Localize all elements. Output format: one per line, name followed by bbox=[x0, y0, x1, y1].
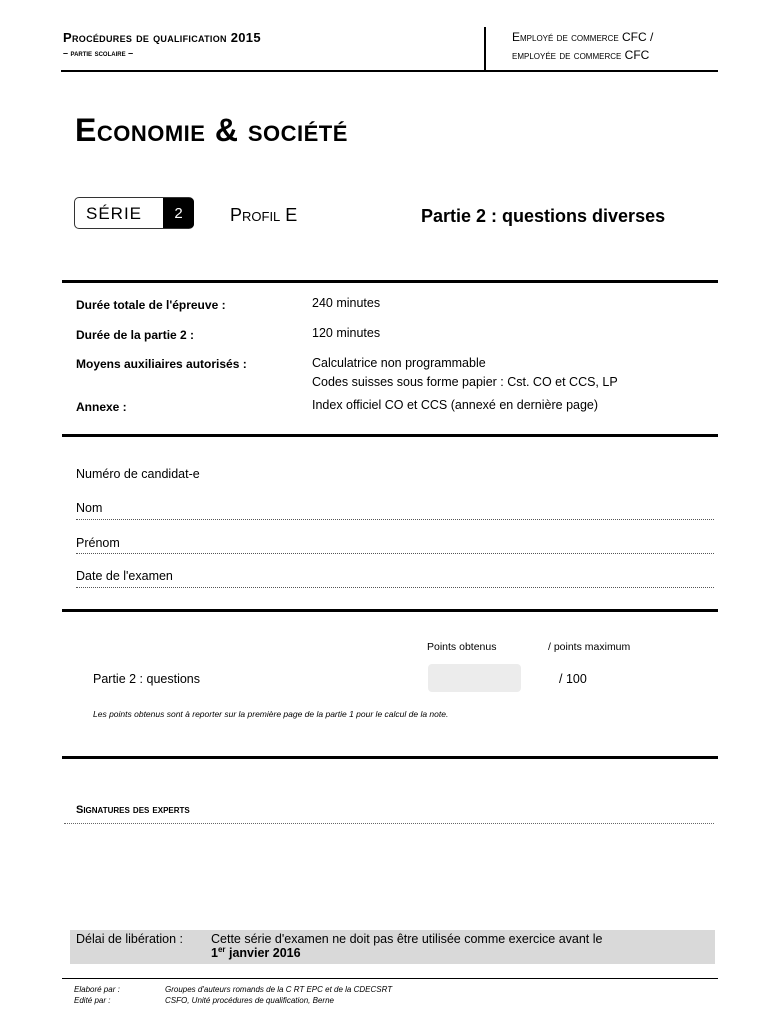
header-divider bbox=[484, 27, 486, 72]
header-rule bbox=[61, 70, 718, 72]
info-label-duration-part2: Durée de la partie 2 : bbox=[76, 328, 195, 342]
info-label-annexe: Annexe : bbox=[76, 400, 127, 414]
points-obtained-input[interactable] bbox=[428, 664, 521, 692]
section-rule bbox=[62, 609, 718, 612]
delai-text: Cette série d'examen ne doit pas être utilisée comme exercice avant le bbox=[211, 932, 603, 946]
field-date: Date de l'examen bbox=[76, 569, 173, 583]
date-input-line[interactable] bbox=[76, 587, 714, 588]
delai-date-sup: er bbox=[217, 945, 226, 954]
info-value-aids: Calculatrice non programmable bbox=[312, 356, 486, 370]
footer-value-elabore: Groupes d'auteurs romands de la C RT EPC et de la CDECSRT bbox=[165, 985, 393, 994]
header-left bbox=[63, 30, 261, 58]
info-value-annexe: Index officiel CO et CCS (annexé en dernière page) bbox=[312, 398, 599, 412]
info-value-duration-part2: 120 minutes bbox=[312, 326, 381, 340]
delai-label: Délai de libération : bbox=[76, 932, 184, 946]
info-label-duration-total: Durée totale de l'épreuve : bbox=[76, 298, 226, 312]
points-max-value: / 100 bbox=[559, 672, 587, 686]
serie-label: SÉRIE bbox=[86, 204, 143, 223]
section-rule bbox=[62, 434, 718, 437]
nom-input-line[interactable] bbox=[76, 519, 714, 520]
points-row-label: Partie 2 : questions bbox=[93, 672, 201, 686]
info-value-duration-total: 240 minutes bbox=[312, 296, 381, 310]
field-candidate-number: Numéro de candidat-e bbox=[76, 467, 200, 481]
header-right-line2: employée de commerce CFC bbox=[512, 48, 650, 62]
footer-rule bbox=[62, 978, 718, 979]
signatures-heading: Signatures des experts bbox=[76, 804, 190, 816]
prenom-input-line[interactable] bbox=[76, 553, 714, 554]
delai-date-day: 1 bbox=[211, 946, 218, 961]
info-label-aids: Moyens auxiliaires autorisés : bbox=[76, 357, 247, 371]
points-note: Les points obtenus sont à reporter sur la première page de la partie 1 pour le calcul de la note. bbox=[93, 709, 449, 719]
header-title: Procédures de qualification 2015 bbox=[63, 30, 261, 45]
header-right-line1: Employé de commerce CFC / bbox=[512, 30, 654, 44]
header-right bbox=[512, 28, 653, 64]
page-title: Economie & société bbox=[75, 112, 348, 148]
points-obtained-header: Points obtenus bbox=[427, 641, 497, 653]
header-subtitle: – partie scolaire – bbox=[63, 48, 134, 58]
delai-date-rest: janvier 2016 bbox=[225, 946, 301, 961]
field-nom: Nom bbox=[76, 501, 103, 515]
profil-label: Profil E bbox=[230, 205, 298, 225]
field-prenom: Prénom bbox=[76, 536, 120, 550]
delai-date bbox=[211, 945, 301, 960]
footer-value-edite: CSFO, Unité procédures de qualification, Berne bbox=[165, 996, 334, 1005]
partie-heading: Partie 2 : questions diverses bbox=[421, 206, 666, 226]
info-value-aids-2: Codes suisses sous forme papier : Cst. CO et CCS, LP bbox=[312, 375, 618, 389]
footer-label-edite: Edité par : bbox=[74, 996, 111, 1005]
footer-label-elabore: Elaboré par : bbox=[74, 985, 120, 994]
points-max-header: / points maximum bbox=[548, 641, 631, 653]
signatures-line[interactable] bbox=[64, 823, 714, 824]
serie-number-badge: 2 bbox=[163, 198, 194, 228]
section-rule bbox=[62, 756, 718, 759]
section-rule bbox=[62, 280, 718, 283]
